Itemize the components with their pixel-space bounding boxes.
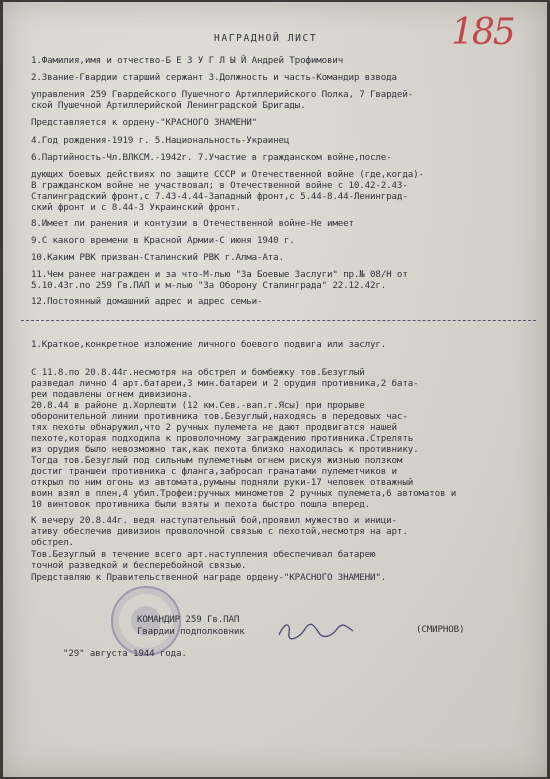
feat-heading: 1.Краткое,конкретное изложение личного боевого подвига или заслуг. xyxy=(31,339,387,350)
form-line: 5.10.43г.по 259 Гв.ПАП и м-лью "За Оборону Сталинграда" 22.12.42г. xyxy=(31,280,387,291)
feat-line: открыл по ним огонь из автомата,румыны подняли руки-17 человек отважный xyxy=(31,477,414,488)
feat-line: точной разведкой и бесперебойной связью. xyxy=(31,560,247,571)
feat-line: 20.8.44 в районе д.Хорлешти (12 км.Сев.-вап.г.Ясы) при прорыве xyxy=(31,400,365,411)
form-line: дующих боевых действиях по защите СССР и Отечественной войне (где,когда)- xyxy=(31,169,424,180)
feat-line: ативу обеспечив дивизион проволочной связью с пехотой,несмотря на арт. xyxy=(31,526,408,537)
feat-line: К вечеру 20.8.44г. ведя наступательный бой,проявил мужество и иници- xyxy=(31,515,397,526)
feat-line: Тогда тов.Безуглый под сильным пулеметным огнем рискуя жизнью ползком xyxy=(31,455,403,466)
commander-name: (СМИРНОВ) xyxy=(416,624,465,635)
form-line: Сталинградский фронт,с 7.43-4.44-Западный фронт,с 5.44-8.44-Ленинград- xyxy=(31,191,408,202)
feat-line: достиг траншеи противника с фланга,забросал гранатами пулеметчиков и xyxy=(31,466,397,477)
form-line: 9.С какого времени в Красной Армии-С июня 1940 г. xyxy=(31,235,295,246)
form-line: ский фронт и с 8.44-3 Украинский фронт. xyxy=(31,202,241,213)
form-line: 4.Год рождения-1919 г. 5.Национальность-Украинец xyxy=(31,135,290,146)
form-line: 6.Партийность-Чл.ВЛКСМ.-1942г. 7.Участие в гражданском войне,после- xyxy=(31,152,392,163)
form-line: управления 259 Гвардейского Пушечного Артиллерийского Полка, 7 Гвардей- xyxy=(31,89,414,100)
handwritten-signature xyxy=(275,619,357,643)
feat-line: обстрел. xyxy=(31,537,75,548)
form-line: 2.Звание-Гвардии старший сержант 3.Должность и часть-Командир взвода xyxy=(31,72,397,83)
feat-line: воин взял в плен,4 убил.Трофеи:ручных минометов 2 ручных пулемета,6 автоматов и xyxy=(31,488,457,499)
form-line: В гражданском войне не участвовал; в Отечественной войне с 10.42-2.43- xyxy=(31,180,408,191)
commander-rank: Гвардии подполковник xyxy=(137,626,245,637)
signature-date: "29" августа 1944 года. xyxy=(63,648,187,659)
feat-line: Тов.Безуглый в течение всего арт.наступления обеспечивал батарею xyxy=(31,549,376,560)
form-line: 12.Постоянный домашний адрес и адрес семьи- xyxy=(31,296,263,307)
section-divider xyxy=(21,320,536,321)
archive-number: 185 xyxy=(451,12,514,53)
commander-position: КОМАНДИР 259 Гв.ПАП xyxy=(137,614,240,625)
form-line: 8.Имеет ли ранения и контузии в Отечественной войне-Не имеет xyxy=(31,218,354,229)
feat-line: 10 винтовок противника были взяты и пехота быстро пошла вперед. xyxy=(31,499,371,510)
feat-line: разведал лично 4 арт.батареи,3 мин.батареи и 2 орудия противника,2 бата- xyxy=(31,378,419,389)
form-line: 1.Фамилия,имя и отчество-Б Е З У Г Л Ы Й Андрей Трофимович xyxy=(31,55,344,66)
feat-line: из орудия было невозможно так,как пехота близко находилась к противнику. xyxy=(31,444,419,455)
form-line: 11.Чем ранее награжден и за что-М-лью "За Боевые Заслуги" пр.№ 08/Н от xyxy=(31,269,408,280)
document-title: НАГРАДНОЙ ЛИСТ xyxy=(214,33,318,44)
feat-line: тях пехоты обнаружил,что 2 ручных пулемета не дают продвигатся нашей xyxy=(31,422,397,433)
form-line: 10.Каким РВК призван-Сталинский РВК г.Алма-Ата. xyxy=(31,252,284,263)
award-sheet xyxy=(3,2,547,777)
feat-line: Представляю к Правительственной награде ордену-"КРАСНОГО ЗНАМЕНИ". xyxy=(31,572,387,583)
feat-line: С 11.8.по 20.8.44г.несмотря на обстрел и бомбежку тов.Безуглый xyxy=(31,367,365,378)
feat-line: реи подавлены огнем дивизиона. xyxy=(31,389,193,400)
feat-line: оборонительной линии противника тов.Безуглый,находясь в передовых час- xyxy=(31,411,408,422)
form-line: Представляется к ордену-"КРАСНОГО ЗНАМЕНИ" xyxy=(31,117,258,128)
feat-line: пехоте,которая подходила к проволочному заграждению противника.Стрелять xyxy=(31,433,414,444)
form-line: ской Пушечной Артиллерийской Ленинградской Бригады. xyxy=(31,100,306,111)
